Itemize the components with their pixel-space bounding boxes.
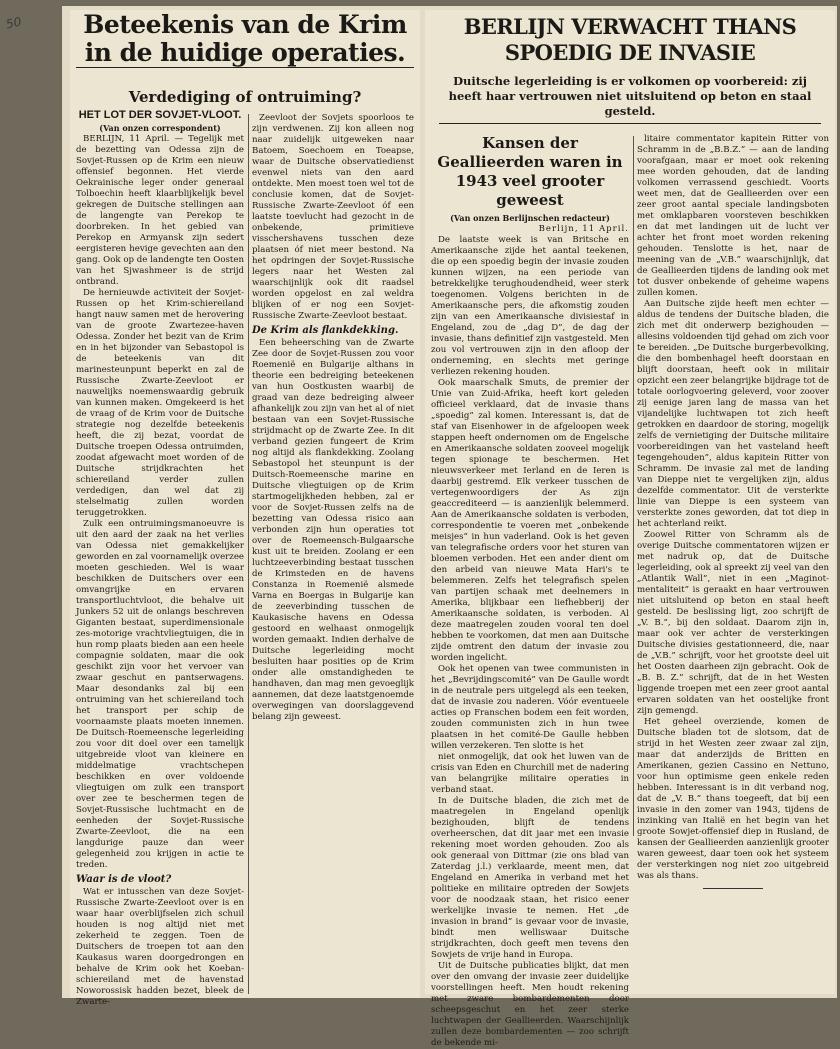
col-b-paragraph: Een beheersching van de Zwarte Zee door de Sovjet-Russen zou voor Roemenië en Bulgarije althans in theorie een bedreiging beteekenen van hun Oostkusten waarbij de graad van deze bedreiging alweer afhankelijk zou zijn van het al of niet bestaan van een Sovjet-Russische strijdmacht op de Zwarte Zee. In dit verband gezien fungeert de Krim nog altijd als flankdekking. Zoolang Sebastopol het steunpunt is der Duitsch-Roemeensche marine en Duitsche vliegtuigen op de Krim startmogelijkheden hebben, zal er voor de Sovjet-Russen zelfs na de bezetting van Odessa risico aan verbonden zijn hun operaties tot over de Roemeensch-Bulgaarsche kust uit te breiden. Zoolang er een luchtzeeverbinding bestaat tusschen de Krimsteden en de havens Constanza in Roemenië alsmede Varna en Boergas in Bulgarije kan de zeeverbinding tusschen de Kaukasische havens en Odessa gestoord en welhaast onmogelijk worden gemaakt. Indien derhalve de Duitsche legerleiding mocht besluiten haar posities op de Krim onder alle omstandigheden te handhaven, dan mag men gevoeglijk aannemen, dat deze laatstgenoemde overwegingen van doorslaggevend belang zijn geweest. bbox=[252, 338, 414, 722]
left-headline-block bbox=[76, 12, 414, 68]
left-headline-line-2: in de huidige operaties. bbox=[84, 38, 406, 67]
right-headline-line-1: BERLIJN VERWACHT THANS bbox=[463, 14, 797, 39]
end-rule bbox=[703, 888, 763, 889]
col-c-paragraph: Uit de Duitsche publicaties blijkt, dat men over den omvang der invasie zeer duidelijke voorstellingen heeft. Men houdt rekening met zware bombardementen door scheepsgeschut en het zeer sterke luchtwapen der Geallieerden. Waarschijnlijk zullen deze bombardementen — zoo schrijft de bekende mi- bbox=[431, 961, 629, 1048]
pencil-page-number: 50 bbox=[4, 14, 23, 32]
left-column-b bbox=[252, 113, 414, 723]
col-d-paragraph: Het geheel overziende, komen de Duitsche bladen tot de slotsom, dat de strijd in het Westen zeer zwaar zal zijn, maar dat anderzijds de Britten en Amerikanen, gezien Cassino en Nettuno, voor hun optimisme geen enkele reden hebben. Interessant is in dit verband nog, dat de „V. B.” thans toegeeft, dat bij een invasie in den zomer van 1943, tijdens de inzinking van Italië en het begin van het groote Sowjet-offensief diep in Rusland, de kansen der Geallieerden aanzienlijk grooter waren geweest, daar toen ook het systeem der versterkingen nog niet zoo uitgebreid was als thans. bbox=[637, 717, 829, 881]
col-d-paragraph: Zoowel Ritter von Schramm als de overige Duitsche commentatoren wijzen er met nadruk op, dat de Duitsche legerleiding, ook al spreekt zij veel van den „Atlantik Wall”, niet in een „Maginot-mentaliteit” is geraakt en haar vertrouwen niet uitsluitend op beton en staal heeft gesteld. De beslissing ligt, zoo schrijft de „V. B.”, bij den soldaat. Daarom zijn in, maar ook ver achter de versterkingen Duitsche divisies gestationneerd, die, naar de „V.B.” schrijft, voor het grootste deel uit het Oosten daarheen zijn gebracht. Ook de „B. B. Z.” schrijft, dat de in het Westen liggende troepen met een zeer groot aantal ervaren soldaten van het oostelijke front zijn gemengd. bbox=[637, 530, 829, 716]
col-d-paragraph: litaire commentator kapitein Ritter von Schramm in de „B.B.Z.” — aan de landing voorafgaan, maar er moet ook rekening mee worden gehouden, dat de landing volkomen verrassend geschiedt. Voorts weet men, dat de Geallieerden over een zeer groot aantal speciale landingsboten met omklapbaren voorsteven beschikken en dat met landingen uit de lucht ver achter het front moet worden rekening gehouden. Tenslotte is het, naar de meening van de „V.B.” waarschijnlijk, dat de Geallieerden tijdens de landing ook met tot dusver onbekende of geheime wapens zullen komen. bbox=[637, 134, 829, 298]
right-article-clipping bbox=[425, 10, 835, 1048]
right-headline-line-2: SPOEDIG DE INVASIE bbox=[504, 40, 756, 65]
col-c-paragraph: Ook maarschalk Smuts, de premier der Unie van Zuid-Afrika, heeft kort geleden officieel verklaard, dat de invasie thans „spoedig” zal komen. Interessant is, dat de staf van Eisenhower in de afgeloopen week stappen heeft ondernomen om de Engelsche en Amerikaansche soldaten zooveel mogelijk tegen spionage te beschermen. Het nieuwsverkeer met Ierland en de Ieren is daarbij gestremd. Elk verkeer tusschen de vertegenwoordigers der As zijn geaccrediteerd — is aanzienlijk belemmerd. Aan de Amerikaansche soldaten is verboden, correspondentie te voeren met „onbekende meisjes” in hun vaderland. Ook is het geven van telegrafische orders voor het sturen van bloemen verboden. Het een ander dient om den arbeid van nieuwe Mata Hari's te belemmeren. Zelfs het telegrafisch spelen van partijen schaak met deelnemers in Amerika, blijkbaar een liefhebberij der Amerikaansche soldaten, is verboden. Al deze maatregelen zouden vooral ten doel hebben te voorkomen, dat men aan Duitsche zijde omtrent den datum der invasie zou worden ingelicht. bbox=[431, 378, 629, 663]
right-sub-headline: Kansen der Geallieerden waren in 1943 veel grooter geweest bbox=[437, 134, 623, 209]
col-a-title: HET LOT DER SOVJET-VLOOT. bbox=[78, 109, 242, 121]
col-a-paragraph: De hernieuwde activiteit der Sovjet-Russen op het Krim-schiereiland hangt nauw samen met de herovering van de groote Zwartezee-haven Odessa. Zonder het bezit van de Krim en in het bijzonder van Sebastopol is de beteekenis van dit marinesteunpunt beperkt en zal de Russische Zwarte-Zeevloot er nauwelijks noemenswaardig gebruik van kunnen maken. Omgekeerd is het de vraag of de Krim voor de Duitsche strategie nog dezelfde beteekenis heeft, die zij bezat, voordat de Duitsche troepen Odessa ontruimden, zoodat afgewacht moet worden of de Duitsche strijdkrachten het schiereiland verder zullen verdedigen, dan wel dat zij stelselmatig zullen worden teruggetrokken. bbox=[76, 288, 244, 518]
col-c-paragraph: In de Duitsche bladen, die zich met de maatregelen in Engeland openlijk bezighouden, blijft de tendens overheerschen, dat dit jaar met een invasie rekening moet worden gehouden. Zoo als ook generaal von Dittmar (zie ons blad van Zaterdag j.l.) verklaarde, meent men, dat Engeland en Amerika in verband met het politieke en militaire optreden der Sowjets voor de noodzaak staan, het risico eener werkelijke invasie te nemen. Het „de invasion in brand” is gevaar voor de invasie, bindt men welliswaar Duitsche strijdkrachten, doch geeft men tevens den Sowjets de vrije hand in Europa. bbox=[431, 796, 629, 960]
right-dateline: Berlijn, 11 April. bbox=[538, 224, 629, 234]
left-article-clipping bbox=[70, 10, 420, 1007]
col-a-subhead: Waar is de vloot? bbox=[76, 874, 172, 885]
right-deck: Duitsche legerleiding is er volkomen op voorbereid: zij heeft haar vertrouwen niet uitsluitend op beton en staal gesteld. bbox=[439, 74, 821, 124]
col-a-byline: (Van onzen correspondent) bbox=[99, 123, 221, 133]
col-c-paragraph: Ook het openen van twee communisten in het „Bevrijdingscomité” van De Gaulle wordt in de neutrale pers uitgelegd als een teeken, dat de invasie zou naderen. Vóór eventueele acties op Franschen bodem een feit worden, zouden communisten zich in hun twee plaatsen in het comité-De Gaulle hebben willen verzekeren. Ten slotte is het bbox=[431, 664, 629, 751]
left-headline-line-1: Beteekenis van de Krim bbox=[83, 10, 407, 39]
col-a-paragraph: Zulk een ontruimingsmanoeuvre is uit den aard der zaak na het verlies van Odessa niet gemakkelijker geworden en zal voornamelijk overzee moeten geschieden. Wel is waar beschikken de Duitschers over een omvangrijke en ervaren transportluchtvloot, die behalve uit Junkers 52 uit de onlangs beschreven Giganten bestaat, superdimensionale zes-motorige vrachtvliegtuigen, die in hun romp plaats bieden aan een heele compagnie soldaten, maar die ook geschikt zijn voor het vervoer van zwaar geschut en pantserwagens. Maar desondanks zal bij een ontruiming van het schiereiland toch het transport per schip de voornaamste plaats moeten innemen. De Duitsch-Roemeensche legerleiding zou voor dit doel over een tamelijk uitgebreide vloot van kleinere en middelmatige vrachtschepen beschikken en over voldoende vliegtuigen om zulk een transport over zee te beschermen tegen de Sovjet-Russische luchtmacht en de eenheden der Sovjet-Russische Zwarte-Zeevloot, die na een langdurige pauze dan weer gelegenheid zou krijgen in actie te treden. bbox=[76, 519, 244, 870]
col-d-paragraph: Aan Duitsche zijde heeft men echter — aldus de tendens der Duitsche bladen, die zich met dit onderwerp bezighouden — allesins voldoenden tijd gehad om zich voor te bereiden. „De Duitsche burgerbevolking, die den bombenhagel heeft doorstaan en blijft doorstaan, heeft ook in militair opzicht een zeer belangrijke bijdrage tot de totale oorlogvoering geleverd, voor zoover zij eenige jaren lang de massa van het vijandelijke luchtwapen tot zich heeft getrokken en daardoor de storing, mogelijk zelfs de vernietiging der Duitsche militaire voorbereidingen van het vasteland heeft tegengehouden”, aldus kapitein Ritter von Schramm. De invasie zal met de landing van Dieppe niet te vergelijken zijn, aldus dezelfde commentator. Uit de versterkte linie van Dieppe is een systeem van versterkte zones geworden, dat tot diep in het achterland reikt. bbox=[637, 299, 829, 529]
col-c-paragraph: niet onmogelijk, dat ook het luwen van de crisis van Eden en Churchill met de nadering van belangrijke militaire operaties in verband staat. bbox=[431, 752, 629, 795]
column-divider bbox=[633, 136, 634, 836]
col-b-paragraph: Zeevloot der Sovjets spoorloos te zijn verdwenen. Zij kon alleen nog naar zuidelijk uitgeweken naar Batoem, Soechoem en Toeapse, waar de Duitsche observatiedienst evenwel niets van den aard ontdekte. Men moest toen wel tot de conclusie komen, dat de Sovjet-Russische Zwarte-Zeevloot óf een laatste toevlucht had gezocht in de onbekende, primitieve visschershavens tusschen deze plaatsen óf niet meer bestond. Na het opdringen der Sovjet-Russische legers naar het Westen zal waarschijnlijk ook dit raadsel worden opgelost en zal weldra blijken of er nog een Sovjet-Russische Zwarte-Zeevloot bestaat. bbox=[252, 113, 414, 321]
col-c-paragraph: De laatste week is van Britsche en Amerikaansche zijde het aantal teekenen, die op een spoedig begin der invasie zouden kunnen wijzen, na een periode van betrekkelijke terughoudendheid, weer sterk toegenomen. Volgens berichten in de Amerikaansche pers, die afkomstig zouden zijn van een Amerikaansche divisiestaf in Engeland, zou de „dag D”, de dag der invasie, thans definitief zijn vastgesteld. Men zou vol vertrouwen zijn in den afloop der onderneming, en slechts met geringe verliezen rekening houden. bbox=[431, 235, 629, 377]
column-divider bbox=[248, 114, 249, 994]
col-a-paragraph: BERLIJN, 11 April. — Tegelijk met de bezetting van Odessa zijn de Sovjet-Russen op de Krim een nieuw offensief begonnen. Het vierde Oekrainische leger onder generaal Tolboechin heeft klaarblijkelijk bevel gekregen de Duitsche stellingen aan de langengte van Perekop te doorbreken. In het gebied van Perekop en Armyansk zijn sedert eergisteren hevige gevechten aan den gang. Ook op de landengte ten Oosten van het Sjwashmeer is de strijd ontbrand. bbox=[76, 134, 244, 287]
col-a-paragraph: Wat er intusschen van deze Sovjet-Russische Zwarte-Zeevloot over is en waar haar overblijfselen zich schuil houden is nog altijd niet met zekerheid te zeggen. Toen de Duitschers de troepen tot aan den Kaukasus waren doorgedrongen en behalve de Krim ook het Koeban-schiereiland met de havenstad Noworossisk hadden bezet, bleek de Zwarte- bbox=[76, 887, 244, 1007]
col-b-subhead: De Krim als flankdekking. bbox=[252, 325, 399, 336]
right-byline: (Van onzen Berlijnschen redacteur) bbox=[450, 213, 610, 223]
left-subhead: Verdediging of ontruiming? bbox=[128, 88, 362, 106]
left-column-a bbox=[76, 110, 244, 1008]
right-column-d bbox=[637, 134, 829, 889]
right-column-c bbox=[431, 134, 629, 1049]
